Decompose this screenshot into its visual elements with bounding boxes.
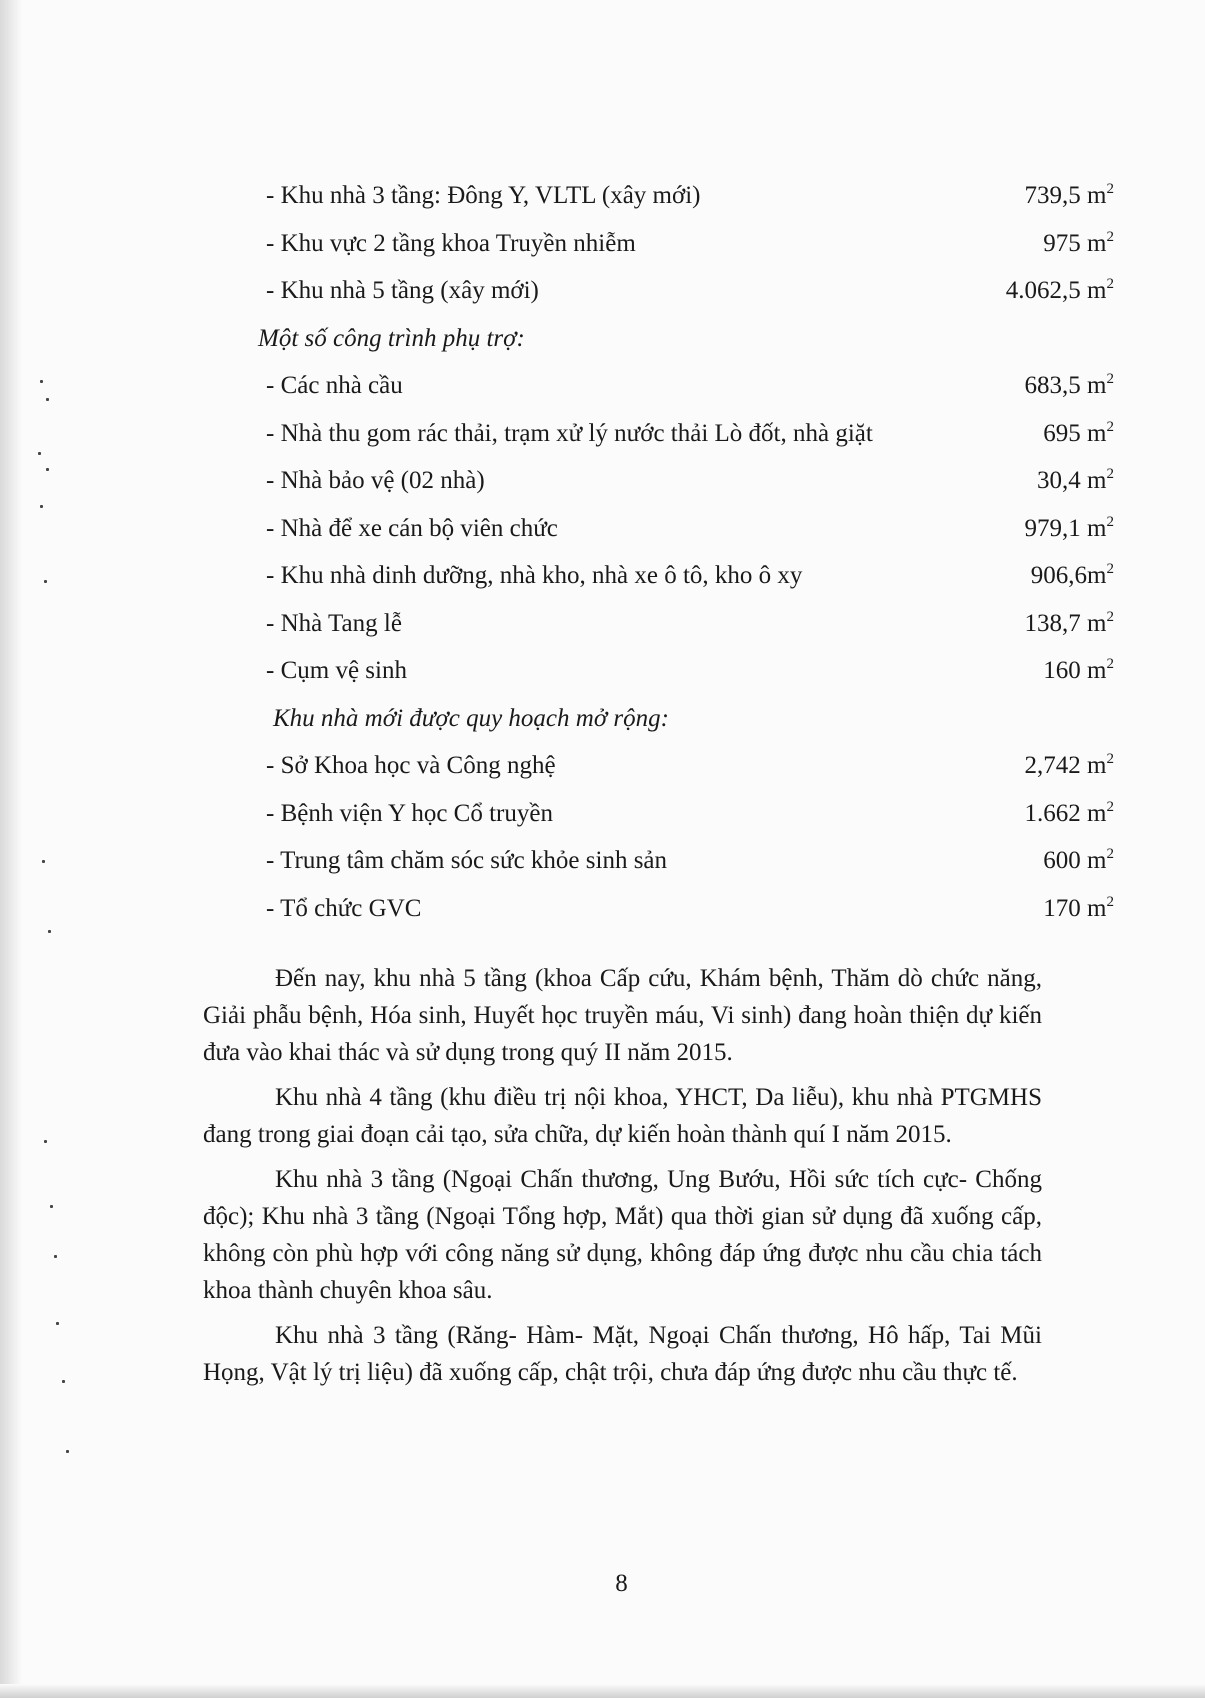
item-label: - Các nhà cầu [266,372,403,399]
paragraph: Khu nhà 3 tầng (Ngoại Chấn thương, Ung Bướu, Hồi sức tích cực- Chống độc); Khu nhà 3 tầng (Ngoại Tổng hợp, Mắt) qua thời gian sử dụng đã xuống cấp, không còn phù hợp với công năng sử dụng, không đáp ứng được nhu cầu chia tách khoa thành chuyên khoa sâu. [203,1166,1042,1304]
item-label: - Sở Khoa học và Công nghệ [266,752,556,779]
item-area: 138,7 $m^2$ [1024,608,1114,637]
list-item [0,845,1205,893]
item-area: 30,4 $m^2$ [1037,466,1114,494]
body-text [203,960,1042,1399]
list-item [0,798,1205,846]
item-area: 1.662 $m^2$ [1024,798,1114,827]
item-label: - Nhà bảo vệ (02 nhà) [266,467,485,494]
paragraph: Khu nhà 4 tầng (khu điều trị nội khoa, YHCT, Da liễu), khu nhà PTGMHS đang trong giai đoạn cải tạo, sửa chữa, dự kiến hoàn thành quí I năm 2015. [203,1084,1042,1148]
item-area: 683,5 $m^2$ [1024,371,1114,399]
list-item [0,893,1205,941]
expansion-heading: Khu nhà mới được quy hoạch mở rộng: [273,704,669,732]
item-label: - Nhà Tang lễ [266,609,402,637]
section-heading [0,703,1205,751]
auxiliary-heading: Một số công trình phụ trợ: [258,324,525,352]
list-item [0,655,1205,703]
list-item [0,418,1205,466]
paragraph: Khu nhà 3 tầng (Răng- Hàm- Mặt, Ngoại Chấn thương, Hô hấp, Tai Mũi Họng, Vật lý trị liệu) đã xuống cấp, chật trội, chưa đáp ứng được nhu cầu thực tế. [203,1322,1042,1386]
item-area: 160 $m^2$ [1043,656,1114,684]
list-item [0,275,1205,323]
section-heading [0,323,1205,371]
item-area: $906,6m^2$ [1030,561,1114,589]
item-label: - Tổ chức GVC [266,894,422,922]
list-item [0,513,1205,561]
item-label: - Khu vực 2 tầng khoa Truyền nhiễm [266,229,636,257]
item-label: - Nhà thu gom rác thải, trạm xử lý nước thải Lò đốt, nhà giặt [266,419,873,447]
item-label: - Bệnh viện Y học Cổ truyền [266,799,553,827]
list-item [0,750,1205,798]
item-area: 4.062,5 $m^2$ [1005,276,1114,304]
item-area: 600 $m^2$ [1043,846,1114,874]
list-item [0,560,1205,608]
item-area: 739,5 $m^2$ [1024,181,1114,209]
area-list [0,180,1205,940]
item-label: - Khu nhà dinh dưỡng, nhà kho, nhà xe ô tô, kho ô xy [266,562,803,589]
item-label: - Cụm vệ sinh [266,657,407,684]
page-number: 8 [615,1570,628,1597]
scan-bottom-shadow [0,1684,1205,1698]
item-area: 170 $m^2$ [1043,893,1114,922]
item-area: 975 $m^2$ [1043,228,1114,257]
list-item [0,608,1205,656]
list-item [0,465,1205,513]
item-label: - Trung tâm chăm sóc sức khỏe sinh sản [266,847,668,874]
list-item [0,180,1205,228]
item-area: 979,1 $m^2$ [1024,513,1114,542]
paragraph: Đến nay, khu nhà 5 tầng (khoa Cấp cứu, Khám bệnh, Thăm dò chức năng, Giải phẫu bệnh, Hóa sinh, Huyết học truyền máu, Vi sinh) đang hoàn thiện dự kiến đưa vào khai thác và sử dụng trong quý II năm 2015. [203,965,1042,1066]
list-item [0,228,1205,276]
item-label: - Khu nhà 5 tầng (xây mới) [266,277,539,304]
list-item [0,370,1205,418]
item-area: 2,742 $m^2$ [1024,751,1114,779]
item-label: - Khu nhà 3 tầng: Đông Y, VLTL (xây mới) [266,182,701,209]
item-area: 695 $m^2$ [1043,418,1114,447]
item-label: - Nhà để xe cán bộ viên chức [266,514,558,542]
